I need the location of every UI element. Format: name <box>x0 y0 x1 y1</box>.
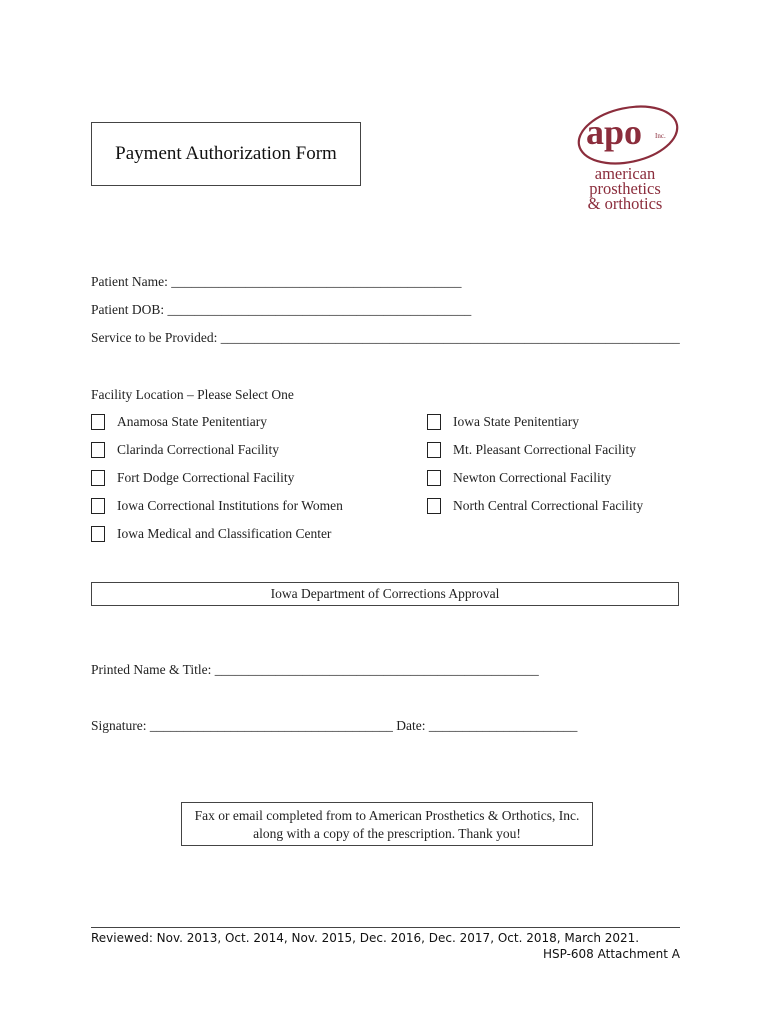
date-blank[interactable]: ______________________ <box>428 718 578 733</box>
checkbox[interactable] <box>427 470 441 486</box>
facility-option-label: Newton Correctional Facility <box>453 470 612 485</box>
footer-attachment: HSP-608 Attachment A <box>542 947 680 961</box>
checkbox[interactable] <box>427 498 441 514</box>
service-field[interactable] <box>91 330 680 346</box>
signature-label: Signature: <box>91 718 147 733</box>
approval-heading-box <box>91 582 679 606</box>
fax-note-line-1: Fax or email completed from to American Prosthetics & Orthotics, Inc. <box>194 808 580 823</box>
patient-name-field[interactable] <box>91 274 461 290</box>
facility-option[interactable] <box>91 442 279 458</box>
facility-option-label: Iowa Correctional Institutions for Women <box>117 498 343 513</box>
checkbox[interactable] <box>91 526 105 542</box>
facility-option[interactable] <box>427 414 579 430</box>
checkbox[interactable] <box>427 414 441 430</box>
printed-name-blank[interactable]: ________________________________________________ <box>214 662 539 677</box>
facility-option-label: Iowa Medical and Classification Center <box>117 526 332 541</box>
facility-option[interactable] <box>427 442 636 458</box>
fax-note-box <box>181 802 593 846</box>
logo-inc: Inc. <box>655 132 666 140</box>
form-title-box <box>91 122 361 186</box>
logo-line-1: american <box>594 164 656 183</box>
signature-date-row[interactable] <box>91 718 577 734</box>
logo-line-3: & orthotics <box>587 194 663 212</box>
checkbox[interactable] <box>91 442 105 458</box>
checkbox[interactable] <box>91 498 105 514</box>
footer-reviewed: Reviewed: Nov. 2013, Oct. 2014, Nov. 2015, Dec. 2016, Dec. 2017, Oct. 2018, March 2021. <box>91 931 640 945</box>
facility-option[interactable] <box>427 470 611 486</box>
facility-option-label: North Central Correctional Facility <box>453 498 644 513</box>
approval-heading: Iowa Department of Corrections Approval <box>270 586 500 601</box>
printed-name-label: Printed Name & Title: <box>91 662 212 677</box>
service-blank[interactable]: ____________________________________________________________________ <box>220 330 680 345</box>
facility-option-label: Iowa State Penitentiary <box>453 414 579 429</box>
facility-option-label: Fort Dodge Correctional Facility <box>117 470 295 485</box>
checkbox[interactable] <box>427 442 441 458</box>
facility-option[interactable] <box>91 414 267 430</box>
date-label: Date: <box>396 718 426 733</box>
form-title: Payment Authorization Form <box>115 143 337 164</box>
logo-line-2: prosthetics <box>589 179 661 198</box>
facility-option-label: Clarinda Correctional Facility <box>117 442 279 457</box>
footer-divider <box>91 927 680 928</box>
facility-heading: Facility Location – Please Select One <box>91 387 294 402</box>
patient-name-label: Patient Name: <box>91 274 168 289</box>
patient-dob-blank[interactable]: _____________________________________________ <box>167 302 472 317</box>
patient-dob-field[interactable] <box>91 302 471 318</box>
checkbox[interactable] <box>91 470 105 486</box>
service-label: Service to be Provided: <box>91 330 218 345</box>
patient-dob-label: Patient DOB: <box>91 302 165 317</box>
printed-name-field[interactable] <box>91 662 539 678</box>
facility-option[interactable] <box>91 526 331 542</box>
checkbox[interactable] <box>91 414 105 430</box>
logo-mark: apo <box>586 112 643 152</box>
apo-logo <box>568 100 683 212</box>
facility-option[interactable] <box>427 498 643 514</box>
patient-name-blank[interactable]: ___________________________________________ <box>171 274 462 289</box>
signature-blank[interactable]: ____________________________________ <box>149 718 393 733</box>
fax-note-line-2: along with a copy of the prescription. Thank you! <box>253 826 521 841</box>
facility-option-label: Anamosa State Penitentiary <box>117 414 267 429</box>
facility-option-label: Mt. Pleasant Correctional Facility <box>453 442 636 457</box>
facility-option[interactable] <box>91 470 294 486</box>
facility-option[interactable] <box>91 498 343 514</box>
